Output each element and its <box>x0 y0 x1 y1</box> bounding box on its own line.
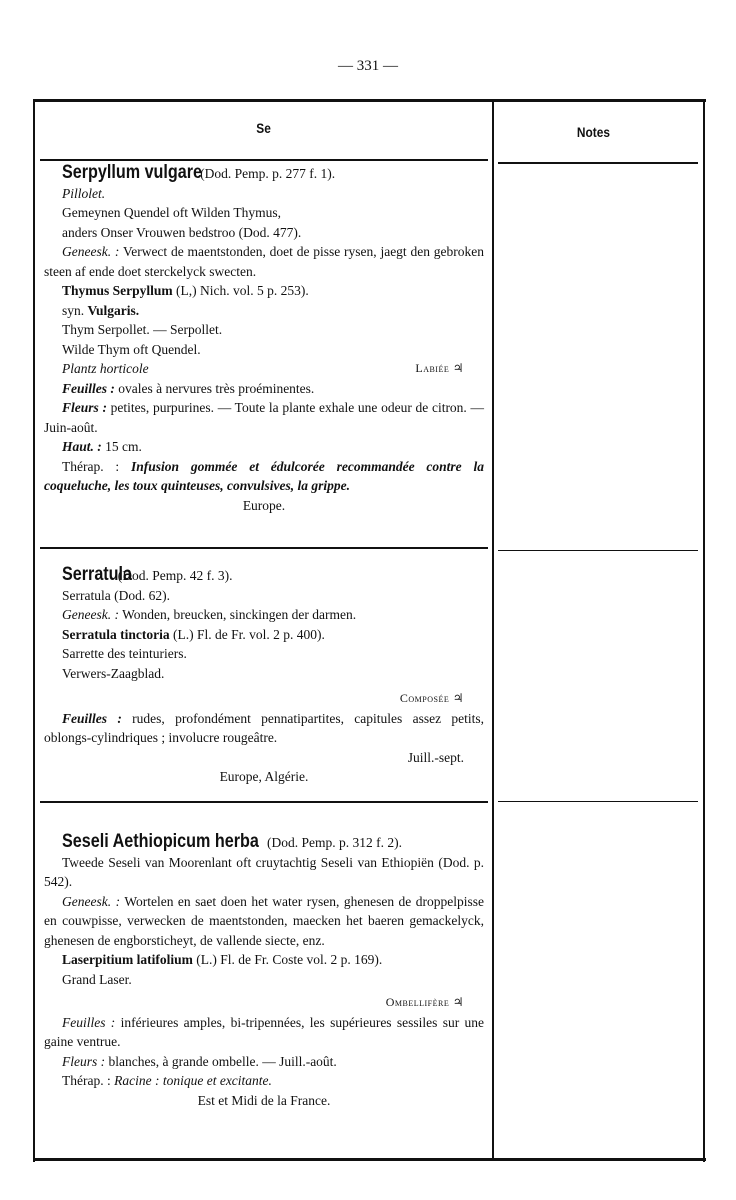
latin-name: Thymus Serpyllum <box>62 283 173 298</box>
entry-rule <box>40 547 488 549</box>
entry-ref: (Dod. Pemp. 42 f. 3). <box>117 568 233 583</box>
family-label: Labiée ♃ <box>415 361 464 375</box>
line: ovales à nervures très proéminentes. <box>118 380 315 396</box>
region: Europe. <box>242 497 286 513</box>
line: Thérap. : Infusion gommée et édulcorée recommandée contre la coqueluche, les toux quinteuses, convulsives, la grippe. <box>44 458 484 493</box>
table-right-border <box>703 99 705 1162</box>
column-header-notes: Notes <box>576 124 610 140</box>
line: Grand Laser. <box>62 971 132 987</box>
line: Gemeynen Quendel oft Wilden Thymus, <box>62 205 282 220</box>
line: Fleurs : petites, purpurines. — Toute la plante exhale une odeur de citron. — Juin-août. <box>44 400 484 435</box>
line: Feuilles : inférieures amples, bi-tripennées, les supérieures sessiles sur une gaine ventrue. <box>44 1014 485 1049</box>
line: Thym Serpollet. — Serpollet. <box>62 322 223 337</box>
line: Geneesk. : Verwect de maentstonden, doet de pisse rysen, jaegt den gebroken steen af ende doet sterckelyck swecten. <box>44 244 484 279</box>
line: Sarrette des teinturiers. <box>62 646 187 661</box>
line: Vulgaris. <box>87 302 140 318</box>
notes-rule <box>498 801 698 802</box>
table-left-border <box>33 99 35 1162</box>
line: blanches, à grande ombelle. — Juill.-août. <box>108 1053 337 1069</box>
line: Serratula (Dod. 62). <box>62 587 170 603</box>
page-number: — 331 — <box>338 58 398 74</box>
latin-name: Laserpitium latifolium <box>62 952 193 967</box>
line: Verwers-Zaagblad. <box>62 665 165 681</box>
entry-serpyllum: Serpyllum vulgare (Dod. Pemp. p. 277 f. 1). Pillolet. Gemeynen Quendel oft Wilden Thymus, anders Onser Vrouwen bedstroo (Dod. 477). Geneesk. : Verwect de maentstonden, doet de pisse rysen, jaegt den gebroken steen af ende doet sterckelyck swecten. Thymus Serpyllum (L,) Nich. vol. 5 p. 253). syn. Vulgaris. Thym Serpollet. — Serpollet. Wilde Thym oft Quendel. Plantz horticole Labiée ♃ Feuilles : ovales à nervures très proéminentes. Fleurs : petites, purpurines. — Toute la plante exhale une odeur de citron. — Juin-août. Haut. : 15 cm. Thérap. : Infusion gommée et édulcorée recommandée contre la coqueluche, les toux quinteuses, convulsives, la grippe. Europe. <box>44 163 484 515</box>
entry-title: Serpyllum vulgare <box>62 162 203 183</box>
header-rule-right <box>498 162 698 164</box>
entry-ref: (Dod. Pemp. p. 312 f. 2). <box>266 835 402 850</box>
family-label: Ombellifère ♃ <box>385 995 464 1009</box>
entry-title: Seseli Aethiopicum herba <box>62 831 259 852</box>
entry-ref: (Dod. Pemp. p. 277 f. 1). <box>200 166 336 181</box>
line: Wilde Thym oft Quendel. <box>62 341 201 357</box>
line: (L,) Nich. vol. 5 p. 253). <box>176 283 309 298</box>
region: Est et Midi de la France. <box>197 1092 331 1108</box>
table-bottom-border <box>33 1158 706 1161</box>
line: Plantz horticole <box>62 361 149 376</box>
header-rule-left <box>40 159 488 161</box>
table-top-border <box>33 99 706 102</box>
season: Juill.-sept. <box>407 749 464 765</box>
line: Geneesk. : Wortelen en saet doen het water rysen, ghenesen de droppelpisse en couwpisse, verwecken de maentstonden, maecken het baeren gemackelyck, ghenesen de engborsticheyt, de vallende siecte, enz. <box>44 893 484 948</box>
family-label: Composée ♃ <box>399 691 464 705</box>
entry-seseli: Seseli Aethiopicum herba (Dod. Pemp. p. 312 f. 2). Tweede Seseli van Moorenlant oft cruytachtig Seseli van Ethiopiën (Dod. p. 542). Geneesk. : Wortelen en saet doen het water rysen, ghenesen de droppelpisse en couwpisse, verwecken de maentstonden, maecken het baeren gemackelyck, ghenesen de engborsticheyt, de vallende siecte, enz. Laserpitium latifolium (L.) Fl. de Fr. Coste vol. 2 p. 169). Grand Laser. Ombellifère ♃ Feuilles : inférieures amples, bi-tripennées, les supérieures sessiles sur une gaine ventrue. Fleurs : blanches, à grande ombelle. — Juill.-août. Thérap. : Racine : tonique et excitante. Est et Midi de la France. <box>44 832 484 1110</box>
entry-rule <box>40 801 488 803</box>
region: Europe, Algérie. <box>219 769 309 784</box>
line: syn. <box>62 302 85 318</box>
line: (L.) Fl. de Fr. Coste vol. 2 p. 169). <box>196 952 383 967</box>
line: Racine : tonique et excitante. <box>114 1073 272 1088</box>
latin-name: Serratula tinctoria <box>62 626 170 642</box>
line: anders Onser Vrouwen bedstroo (Dod. 477). <box>62 224 302 240</box>
line: Pillolet. <box>62 185 106 201</box>
column-header-se: Se <box>256 120 271 136</box>
line: Feuilles : rudes, profondément pennatipartites, capitules assez petits, oblongs-cylindriques ; involucre rougeâtre. <box>44 710 485 745</box>
notes-rule <box>498 550 698 551</box>
entry-title: Serratula <box>62 564 133 585</box>
line: Tweede Seseli van Moorenlant oft cruytachtig Seseli van Ethiopiën (Dod. p. 542). <box>44 854 484 889</box>
line: (L.) Fl. de Fr. vol. 2 p. 400). <box>172 626 325 642</box>
entry-serratula: Serratula (Dod. Pemp. 42 f. 3). Serratula (Dod. 62). Geneesk. : Wonden, breucken, sinckingen der darmen. Serratula tinctoria (L.) Fl. de Fr. vol. 2 p. 400). Sarrette des teinturiers. Verwers-Zaagblad. Composée ♃ Feuilles : rudes, profondément pennatipartites, capitules assez petits, oblongs-cylindriques ; involucre rougeâtre. Juill.-sept. Europe, Algérie. <box>44 565 484 787</box>
column-divider <box>492 102 494 1160</box>
line: Wonden, breucken, sinckingen der darmen. <box>122 607 357 622</box>
line: 15 cm. <box>105 439 142 454</box>
